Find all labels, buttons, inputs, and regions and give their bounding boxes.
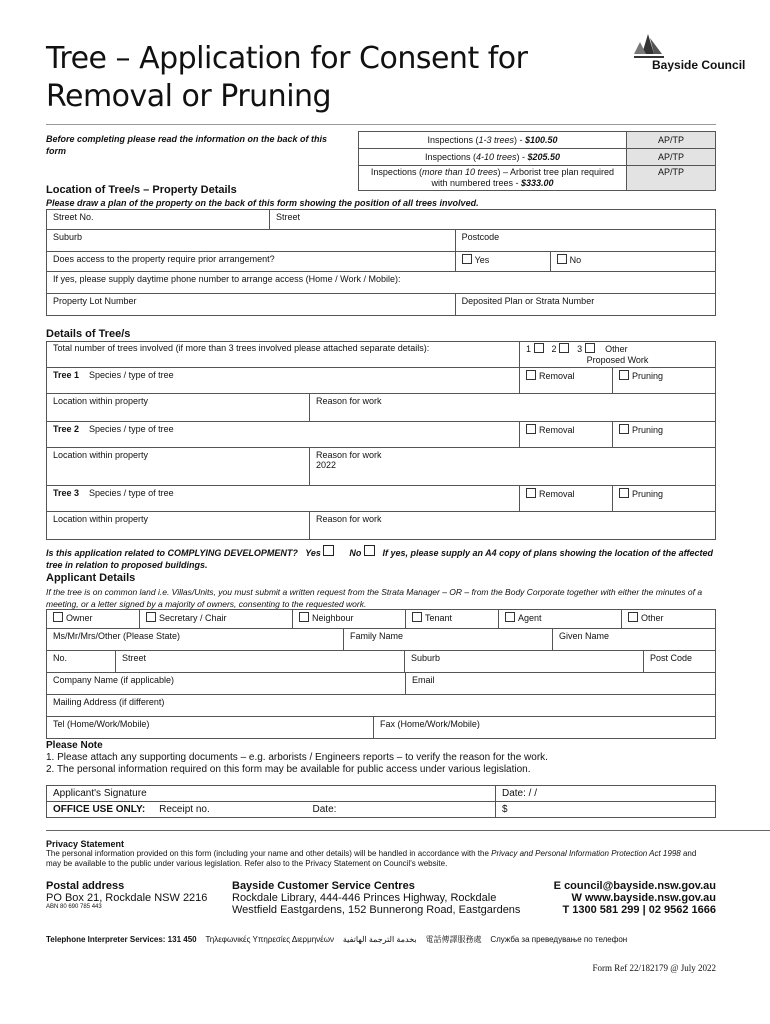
proposed-work-label: Proposed Work — [586, 355, 649, 365]
tree-3-species[interactable]: Tree 3 Species / type of tree — [47, 486, 520, 512]
service-centres-block: Bayside Customer Service Centres Rockdale Library, 444-446 Princes Highway, Rockdale Westfield Eastgardens, 152 Bunnerong Road, Eastgardens — [232, 880, 521, 916]
council-phone: T 1300 581 299 | 02 9562 1666 — [562, 904, 716, 916]
applicant-heading: Applicant Details — [46, 572, 136, 584]
access-yes[interactable]: Yes — [455, 252, 550, 272]
fax-field[interactable]: Fax (Home/Work/Mobile) — [374, 717, 716, 739]
checkbox-icon[interactable] — [505, 612, 515, 622]
role-secretary[interactable]: Secretary / Chair — [140, 610, 293, 629]
checkbox-icon[interactable] — [462, 254, 472, 264]
fee-tag: AP/TP — [627, 149, 716, 166]
company-field[interactable]: Company Name (if applicable) — [47, 673, 406, 695]
access-no[interactable]: No — [550, 252, 715, 272]
applicant-table — [46, 609, 716, 629]
fee-row: Inspections (4-10 trees) - $205.50 AP/TP — [359, 149, 716, 166]
checkbox-icon[interactable] — [619, 370, 629, 380]
bayside-logo — [628, 32, 752, 84]
checkbox-icon[interactable] — [323, 545, 334, 556]
access-question: Does access to the property require prior arrangement? — [47, 252, 456, 272]
checkbox-icon[interactable] — [364, 545, 375, 556]
email-field[interactable]: Email — [406, 673, 716, 695]
applicant-phone-table — [46, 716, 716, 739]
tree-3-location[interactable]: Location within property — [47, 512, 310, 540]
tree-count-options[interactable]: 1 2 3 Other Proposed Work — [520, 342, 716, 368]
please-note: Please Note 1. Please attach any supporting documents – e.g. arborists / Engineers reports – to verify the reason for the work. 2. The personal information required on this form may be available for public access under various legislation. — [46, 740, 548, 775]
trees-heading: Details of Tree/s — [46, 328, 131, 340]
tree-3-pruning[interactable]: Pruning — [613, 486, 716, 512]
checkbox-icon[interactable] — [299, 612, 309, 622]
role-neighbour[interactable]: Neighbour — [293, 610, 406, 629]
checkbox-icon[interactable] — [585, 343, 595, 353]
applicant-note: If the tree is on common land i.e. Villas/Units, you must submit a written request from the Strata Manager – OR – from the Body Corporate together with either the minutes of a meeting, or a letter signed by a majority of owners, consenting to the requested work. — [46, 587, 703, 609]
family-name-field[interactable]: Family Name — [344, 629, 553, 651]
tree-2-reason[interactable]: Reason for work 2022 — [310, 448, 716, 486]
tree-1-species[interactable]: Tree 1 Species / type of tree — [47, 368, 520, 394]
council-web-link[interactable]: W www.bayside.nsw.gov.au — [571, 892, 716, 904]
checkbox-icon[interactable] — [534, 343, 544, 353]
applicant-postcode-field[interactable]: Post Code — [644, 651, 716, 673]
tree-2-removal[interactable]: Removal — [520, 422, 613, 448]
title-divider — [46, 124, 716, 125]
office-use-row: OFFICE USE ONLY: Receipt no. Date: — [47, 802, 496, 818]
signature-date-field[interactable]: Date: / / — [496, 786, 716, 802]
applicant-name-table — [46, 628, 716, 651]
street-number-field[interactable]: No. — [47, 651, 116, 673]
logo-name: Bayside Council — [652, 58, 746, 72]
tree-2-location[interactable]: Location within property — [47, 448, 310, 486]
privacy-divider — [46, 830, 770, 831]
tree-3-reason[interactable]: Reason for work — [310, 512, 716, 540]
total-trees-question: Total number of trees involved (if more than 3 trees involved please attached separate details): — [47, 342, 520, 368]
checkbox-icon[interactable] — [619, 424, 629, 434]
mailing-address-field[interactable]: Mailing Address (if different) — [47, 695, 716, 717]
tree-1-location[interactable]: Location within property — [47, 394, 310, 422]
given-name-field[interactable]: Given Name — [553, 629, 716, 651]
lot-number-field[interactable]: Property Lot Number — [47, 294, 456, 316]
location-instruction: Please draw a plan of the property on the back of this form showing the position of all trees involved. — [46, 198, 479, 208]
role-agent[interactable]: Agent — [499, 610, 622, 629]
checkbox-icon[interactable] — [619, 488, 629, 498]
applicant-address-table — [46, 650, 716, 673]
deposited-plan-field[interactable]: Deposited Plan or Strata Number — [455, 294, 715, 316]
fee-row: Inspections (1-3 trees) - $100.50 AP/TP — [359, 132, 716, 149]
applicant-street-field[interactable]: Street — [116, 651, 405, 673]
fee-table — [358, 131, 716, 191]
street-no-field[interactable]: Street No. — [47, 210, 270, 230]
note-item: 2. The personal information required on this form may be available for public access under various legislation. — [46, 764, 531, 775]
checkbox-icon[interactable] — [412, 612, 422, 622]
applicant-suburb-field[interactable]: Suburb — [405, 651, 644, 673]
applicant-company-table — [46, 672, 716, 717]
checkbox-icon[interactable] — [559, 343, 569, 353]
checkbox-icon[interactable] — [526, 370, 536, 380]
contact-block — [500, 880, 716, 916]
tree-1-pruning[interactable]: Pruning — [613, 368, 716, 394]
postcode-field[interactable]: Postcode — [455, 230, 715, 252]
suburb-field[interactable]: Suburb — [47, 230, 456, 252]
role-tenant[interactable]: Tenant — [406, 610, 499, 629]
note-item: 1. Please attach any supporting documents – e.g. arborists / Engineers reports – to verify the reason for the work. — [46, 752, 548, 763]
title-field[interactable]: Ms/Mr/Mrs/Other (Please State) — [47, 629, 344, 651]
postal-address-block: Postal address PO Box 21, Rockdale NSW 2216 ABN 80 690 785 443 — [46, 880, 208, 910]
tree-3-removal[interactable]: Removal — [520, 486, 613, 512]
location-heading: Location of Tree/s – Property Details — [46, 184, 237, 196]
property-table — [46, 209, 716, 316]
privacy-statement: Privacy Statement The personal information provided on this form (including your name and other details) will be handled in accordance with the Privacy and Personal Information Protection Act 1998 and may be available to the public under various legislation. Refer also to the Privacy Statement on Council's website. — [46, 839, 697, 868]
complying-question: Is this application related to COMPLYING DEVELOPMENT? Yes No If yes, please supply an A4 copy of plans showing the location of the affected tree in relation to proposed buildings. — [46, 545, 721, 571]
form-reference: Form Ref 22/182179 @ July 2022 — [592, 963, 716, 973]
tree-1-reason[interactable]: Reason for work — [310, 394, 716, 422]
trees-table — [46, 341, 716, 540]
signature-field[interactable]: Applicant's Signature — [47, 786, 496, 802]
office-table — [46, 785, 716, 818]
checkbox-icon[interactable] — [146, 612, 156, 622]
tree-2-species[interactable]: Tree 2 Species / type of tree — [47, 422, 520, 448]
tree-1-removal[interactable]: Removal — [520, 368, 613, 394]
role-owner[interactable]: Owner — [47, 610, 140, 629]
checkbox-icon[interactable] — [526, 488, 536, 498]
fee-tag: AP/TP — [627, 166, 716, 191]
fee-tag: AP/TP — [627, 132, 716, 149]
checkbox-icon[interactable] — [526, 424, 536, 434]
interpreter-services: Telephone Interpreter Services: 131 450 Τηλεφωνικές Υπηρεσίες Διερμηνέων بخدمة الترجمة الهاتفية 電話傳譯服務處 Служба за преведување по телефон — [46, 935, 628, 944]
checkbox-icon[interactable] — [53, 612, 63, 622]
checkbox-icon[interactable] — [557, 254, 567, 264]
street-field[interactable]: Street — [270, 210, 716, 230]
tel-field[interactable]: Tel (Home/Work/Mobile) — [47, 717, 374, 739]
office-amount-field[interactable]: $ — [496, 802, 716, 818]
page-title: Tree – Application for Consent for Removal or Pruning — [46, 41, 528, 114]
checkbox-icon[interactable] — [628, 612, 638, 622]
role-other[interactable]: Other — [622, 610, 716, 629]
tree-2-pruning[interactable]: Pruning — [613, 422, 716, 448]
phone-field[interactable]: If yes, please supply daytime phone number to arrange access (Home / Work / Mobile): — [47, 272, 716, 294]
before-note: Before completing please read the information on the back of this form — [46, 134, 328, 156]
fee-row: Inspections (more than 10 trees) – Arborist tree plan required with numbered trees - $333.00 AP/TP — [359, 166, 716, 191]
council-email-link[interactable]: E council@bayside.nsw.gov.au — [553, 880, 716, 892]
